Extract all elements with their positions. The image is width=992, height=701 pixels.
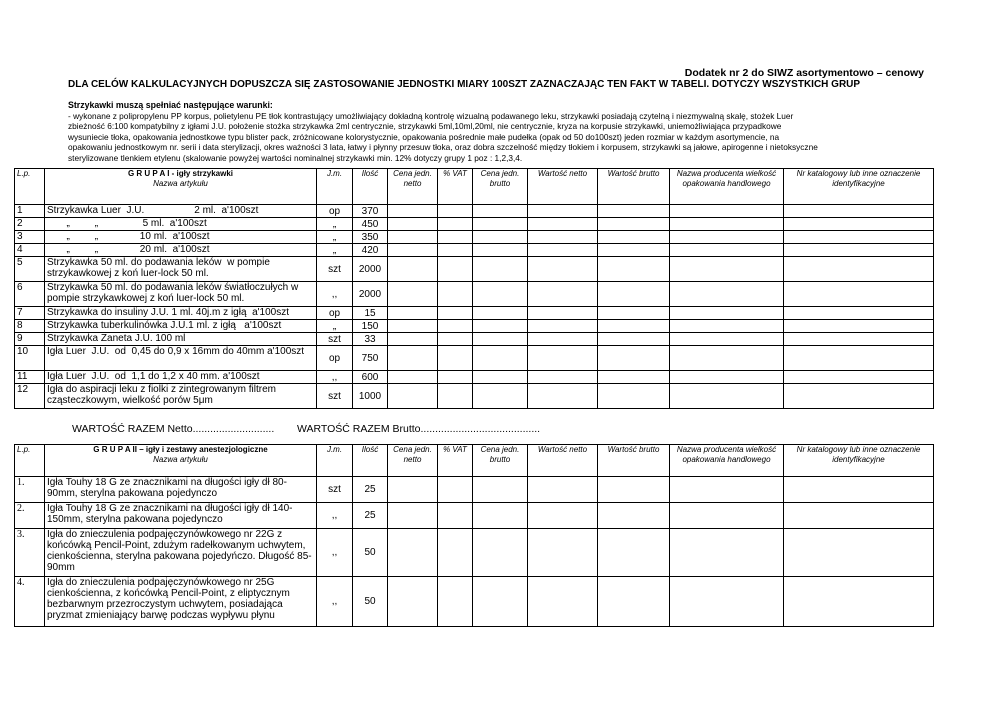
row-catalog[interactable] <box>784 371 934 384</box>
attachment-title: Dodatek nr 2 do SIWZ asortymentowo – cenowy <box>684 67 924 79</box>
row-name: Strzykawka Luer J.U. 2 ml. a'100szt <box>45 205 317 218</box>
row-producer[interactable] <box>670 577 784 627</box>
table-row <box>15 577 934 627</box>
row-unit-net[interactable] <box>388 231 438 244</box>
row-jm: ,, <box>317 577 353 627</box>
row-lp: 6 <box>15 282 45 307</box>
row-jm: szt <box>317 477 353 503</box>
row-name: Strzykawka 50 ml. do podawania leków w pompie strzykawkowej z koń luer-lock 50 ml. <box>45 257 317 282</box>
row-lp: 1 <box>15 205 45 218</box>
col-name-label: Nazwa artykułu <box>153 454 208 464</box>
row-producer[interactable] <box>670 257 784 282</box>
row-name: Igła do znieczulenia podpajęczynówkowego nr 25G cienkościenna, z końcówką Pencil-Point, z eliptycznym bezbarwnym przezroczystym uchwytem, posiadająca pryzmat zmieniający barwę podczas wypływu płynu <box>45 577 317 627</box>
row-catalog[interactable] <box>784 205 934 218</box>
row-vat[interactable] <box>438 320 473 333</box>
table-row <box>15 346 934 371</box>
row-catalog[interactable] <box>784 257 934 282</box>
row-val-gross[interactable] <box>598 257 670 282</box>
col-jm: J.m. <box>317 445 353 477</box>
row-lp: 2 <box>15 218 45 231</box>
row-jm: szt <box>317 384 353 409</box>
col-lp: L.p. <box>15 169 45 205</box>
row-jm: szt <box>317 257 353 282</box>
col-vat: % VAT <box>438 445 473 477</box>
row-qty: 2000 <box>353 257 388 282</box>
row-unit-net[interactable] <box>388 320 438 333</box>
row-val-gross[interactable] <box>598 307 670 320</box>
row-jm: op <box>317 307 353 320</box>
row-vat[interactable] <box>438 333 473 346</box>
col-catalog: Nr katalogowy lub inne oznaczenie identyfikacyjne <box>784 169 934 205</box>
row-unit-gross[interactable] <box>473 257 528 282</box>
row-vat[interactable] <box>438 384 473 409</box>
row-jm: op <box>317 346 353 371</box>
row-val-net[interactable] <box>528 231 598 244</box>
row-producer[interactable] <box>670 371 784 384</box>
row-name: Strzykawka 50 ml. do podawania leków światłoczułych w pompie strzykawkowej z koń luer-lock 50 ml. <box>45 282 317 307</box>
row-qty: 750 <box>353 346 388 371</box>
row-name: Igła Luer J.U. od 0,45 do 0,9 x 16mm do 40mm a'100szt <box>45 346 317 371</box>
row-vat[interactable] <box>438 205 473 218</box>
row-catalog[interactable] <box>784 529 934 577</box>
group1-table <box>14 168 934 409</box>
row-vat[interactable] <box>438 503 473 529</box>
table-row <box>15 282 934 307</box>
group2-header-row <box>15 445 934 477</box>
group1-title: G R U P A I - igły strzykawki <box>127 169 234 178</box>
col-name <box>45 169 317 205</box>
row-val-net[interactable] <box>528 371 598 384</box>
col-catalog: Nr katalogowy lub inne oznaczenie identyfikacyjne <box>784 445 934 477</box>
row-qty: 370 <box>353 205 388 218</box>
table-row <box>15 529 934 577</box>
table-row <box>15 333 934 346</box>
row-catalog[interactable] <box>784 218 934 231</box>
row-producer[interactable] <box>670 477 784 503</box>
row-unit-gross[interactable] <box>473 529 528 577</box>
row-name: Igła Touhy 18 G ze znacznikami na długości igły dł 140-150mm, sterylna pakowana pojedynczo <box>45 503 317 529</box>
row-unit-gross[interactable] <box>473 333 528 346</box>
row-val-gross[interactable] <box>598 218 670 231</box>
col-unit-net: Cena jedn. netto <box>388 445 438 477</box>
row-vat[interactable] <box>438 346 473 371</box>
row-val-gross[interactable] <box>598 577 670 627</box>
row-lp: 12 <box>15 384 45 409</box>
row-unit-net[interactable] <box>388 244 438 257</box>
row-name: Igła do znieczulenia podpajęczynówkowego nr 22G z końcówką Pencil-Point, zdużym radełkowanym uchwytem, cienkościenna, sterylna pakowana pojedyńczo. Długość 85-90mm <box>45 529 317 577</box>
table-row <box>15 503 934 529</box>
row-unit-gross[interactable] <box>473 346 528 371</box>
col-unit-net: Cena jedn. netto <box>388 169 438 205</box>
row-unit-net[interactable] <box>388 371 438 384</box>
table-row <box>15 320 934 333</box>
table-row <box>15 477 934 503</box>
row-qty: 33 <box>353 333 388 346</box>
row-catalog[interactable] <box>784 477 934 503</box>
row-qty: 15 <box>353 307 388 320</box>
row-jm: szt <box>317 333 353 346</box>
row-vat[interactable] <box>438 218 473 231</box>
row-val-net[interactable] <box>528 282 598 307</box>
row-unit-net[interactable] <box>388 477 438 503</box>
row-unit-net[interactable] <box>388 333 438 346</box>
row-unit-gross[interactable] <box>473 307 528 320</box>
row-vat[interactable] <box>438 307 473 320</box>
row-unit-gross[interactable] <box>473 231 528 244</box>
row-val-net[interactable] <box>528 503 598 529</box>
row-producer[interactable] <box>670 307 784 320</box>
col-producer: Nazwa producenta wielkość opakowania handlowego <box>670 169 784 205</box>
col-name <box>45 445 317 477</box>
row-producer[interactable] <box>670 333 784 346</box>
row-unit-net[interactable] <box>388 218 438 231</box>
calculation-note: DLA CELÓW KALKULACYJNYCH DOPUSZCZA SIĘ ZASTOSOWANIE JEDNOSTKI MIARY 100SZT ZAZNACZAJĄC TEN FAKT W TABELI. DOTYCZY WSZYSTKICH GRUP <box>68 79 861 90</box>
row-name: Strzykawka tuberkulinówka J.U.1 ml. z igłą a'100szt <box>45 320 317 333</box>
row-producer[interactable] <box>670 282 784 307</box>
row-name: Strzykawka Żaneta J.U. 100 ml <box>45 333 317 346</box>
conditions-line: sterylizowane tlenkiem etylenu (skalowanie powyżej wartości nominalnej strzykawki min. 12% dotyczy grupy 1 poz : 1,2,3,4. <box>68 152 523 163</box>
row-unit-net[interactable] <box>388 384 438 409</box>
row-val-gross[interactable] <box>598 477 670 503</box>
table-row <box>15 257 934 282</box>
col-producer: Nazwa producenta wielkość opakowania handlowego <box>670 445 784 477</box>
group1-header-row <box>15 169 934 205</box>
row-name: „ „ 20 ml. a'100szt <box>45 244 317 257</box>
row-unit-net[interactable] <box>388 577 438 627</box>
col-qty: Ilość <box>353 445 388 477</box>
row-qty: 450 <box>353 218 388 231</box>
col-val-net: Wartość netto <box>528 445 598 477</box>
row-val-gross[interactable] <box>598 333 670 346</box>
row-val-gross[interactable] <box>598 503 670 529</box>
row-unit-net[interactable] <box>388 282 438 307</box>
row-qty: 600 <box>353 371 388 384</box>
total-gross: WARTOŚĆ RAZEM Brutto......................................... <box>297 423 541 435</box>
row-unit-gross[interactable] <box>473 244 528 257</box>
row-unit-net[interactable] <box>388 529 438 577</box>
conditions-title: Strzykawki muszą spełniać następujące warunki: <box>68 100 273 110</box>
row-val-net[interactable] <box>528 205 598 218</box>
row-catalog[interactable] <box>784 307 934 320</box>
row-catalog[interactable] <box>784 282 934 307</box>
row-unit-gross[interactable] <box>473 577 528 627</box>
row-qty: 2000 <box>353 282 388 307</box>
row-producer[interactable] <box>670 231 784 244</box>
row-jm: ,, <box>317 503 353 529</box>
row-producer[interactable] <box>670 205 784 218</box>
row-unit-gross[interactable] <box>473 477 528 503</box>
row-qty: 50 <box>353 529 388 577</box>
col-val-gross: Wartość brutto <box>598 169 670 205</box>
row-unit-gross[interactable] <box>473 205 528 218</box>
row-val-gross[interactable] <box>598 346 670 371</box>
row-catalog[interactable] <box>784 320 934 333</box>
col-unit-gross: Cena jedn. brutto <box>473 169 528 205</box>
group2-title: G R U P A II – igły i zestawy anestezjologiczne <box>93 445 268 454</box>
row-unit-net[interactable] <box>388 346 438 371</box>
row-unit-gross[interactable] <box>473 282 528 307</box>
row-catalog[interactable] <box>784 577 934 627</box>
row-vat[interactable] <box>438 477 473 503</box>
row-val-gross[interactable] <box>598 231 670 244</box>
col-val-net: Wartość netto <box>528 169 598 205</box>
row-val-gross[interactable] <box>598 384 670 409</box>
col-val-gross: Wartość brutto <box>598 445 670 477</box>
row-name: Igła Luer J.U. od 1,1 do 1,2 x 40 mm. a'100szt <box>45 371 317 384</box>
row-qty: 150 <box>353 320 388 333</box>
row-val-net[interactable] <box>528 477 598 503</box>
row-catalog[interactable] <box>784 384 934 409</box>
col-name-label: Nazwa artykułu <box>153 178 208 188</box>
table-row <box>15 244 934 257</box>
conditions-line: zbieżność 6:100 kompatybilny z igłami J.U. położenie stożka strzykawka 2ml centrycznie, strzykawki 5ml,10ml,20ml, nie centrycznie, kryza na korpusie strzykawki, uniemożliwiająca przypadkowe <box>68 121 782 132</box>
table-row <box>15 231 934 244</box>
row-unit-gross[interactable] <box>473 371 528 384</box>
row-val-net[interactable] <box>528 307 598 320</box>
col-vat: % VAT <box>438 169 473 205</box>
row-lp: 4 <box>15 244 45 257</box>
conditions-line: - wykonane z polipropylenu PP korpus, polietylenu PE tłok kontrastujący umożliwiający dokładną kontrolę wizualną podawanego leku, strzykawki posiadają czytelną i niezmywalną skalę, stożek Luer <box>68 110 794 121</box>
col-jm: J.m. <box>317 169 353 205</box>
col-unit-gross: Cena jedn. brutto <box>473 445 528 477</box>
row-producer[interactable] <box>670 384 784 409</box>
conditions-block <box>68 100 928 164</box>
total-net: WARTOŚĆ RAZEM Netto............................ <box>72 423 275 435</box>
row-val-net[interactable] <box>528 384 598 409</box>
row-val-net[interactable] <box>528 529 598 577</box>
row-qty: 1000 <box>353 384 388 409</box>
row-val-net[interactable] <box>528 577 598 627</box>
row-val-net[interactable] <box>528 320 598 333</box>
row-vat[interactable] <box>438 282 473 307</box>
row-vat[interactable] <box>438 244 473 257</box>
row-lp: 10 <box>15 346 45 371</box>
row-catalog[interactable] <box>784 333 934 346</box>
row-val-gross[interactable] <box>598 205 670 218</box>
table-row <box>15 371 934 384</box>
row-lp: 2. <box>15 503 45 529</box>
row-unit-net[interactable] <box>388 503 438 529</box>
row-val-net[interactable] <box>528 218 598 231</box>
row-producer[interactable] <box>670 503 784 529</box>
row-vat[interactable] <box>438 529 473 577</box>
row-val-gross[interactable] <box>598 529 670 577</box>
row-lp: 4. <box>15 577 45 627</box>
row-jm: „ <box>317 244 353 257</box>
row-val-gross[interactable] <box>598 371 670 384</box>
table-row <box>15 384 934 409</box>
row-unit-gross[interactable] <box>473 384 528 409</box>
row-lp: 5 <box>15 257 45 282</box>
row-jm: „ <box>317 218 353 231</box>
row-name: „ „ 10 ml. a'100szt <box>45 231 317 244</box>
row-producer[interactable] <box>670 244 784 257</box>
row-vat[interactable] <box>438 577 473 627</box>
row-lp: 3 <box>15 231 45 244</box>
row-lp: 11 <box>15 371 45 384</box>
row-jm: „ <box>317 231 353 244</box>
row-catalog[interactable] <box>784 503 934 529</box>
row-vat[interactable] <box>438 257 473 282</box>
row-qty: 50 <box>353 577 388 627</box>
row-lp: 1. <box>15 477 45 503</box>
row-qty: 350 <box>353 231 388 244</box>
row-jm: „ <box>317 320 353 333</box>
row-lp: 7 <box>15 307 45 320</box>
row-unit-gross[interactable] <box>473 503 528 529</box>
row-lp: 3. <box>15 529 45 577</box>
row-vat[interactable] <box>438 371 473 384</box>
row-catalog[interactable] <box>784 346 934 371</box>
table-row <box>15 307 934 320</box>
row-val-gross[interactable] <box>598 282 670 307</box>
row-val-net[interactable] <box>528 346 598 371</box>
row-qty: 25 <box>353 477 388 503</box>
row-name: Igła do aspiracji leku z fiolki z zintegrowanym filtrem cząsteczkowym, wielkość porów 5μm <box>45 384 317 409</box>
table-row <box>15 205 934 218</box>
row-producer[interactable] <box>670 218 784 231</box>
row-unit-net[interactable] <box>388 205 438 218</box>
row-producer[interactable] <box>670 320 784 333</box>
row-catalog[interactable] <box>784 244 934 257</box>
row-val-net[interactable] <box>528 244 598 257</box>
row-unit-net[interactable] <box>388 257 438 282</box>
conditions-line: opakowaniu jednostkowym nr. serii i data sterylizacji, okres ważności 3 lata, łatwy i płynny przesuw tłoka, oraz dobra szczelność między tłokiem i korpusem, strzykawki są jałowe, apirogenne i nietoksyczne <box>68 142 818 153</box>
row-producer[interactable] <box>670 346 784 371</box>
table-row <box>15 218 934 231</box>
row-name: Igła Touhy 18 G ze znacznikami na długości igły dł 80-90mm, sterylna pakowana pojedynczo <box>45 477 317 503</box>
row-qty: 25 <box>353 503 388 529</box>
row-name: „ „ 5 ml. a'100szt <box>45 218 317 231</box>
row-jm: ,, <box>317 529 353 577</box>
row-lp: 8 <box>15 320 45 333</box>
row-vat[interactable] <box>438 231 473 244</box>
row-name: Strzykawka do insuliny J.U. 1 ml. 40j.m z igłą a'100szt <box>45 307 317 320</box>
row-producer[interactable] <box>670 529 784 577</box>
row-unit-gross[interactable] <box>473 218 528 231</box>
row-lp: 9 <box>15 333 45 346</box>
row-unit-gross[interactable] <box>473 320 528 333</box>
row-val-gross[interactable] <box>598 244 670 257</box>
row-qty: 420 <box>353 244 388 257</box>
group2-table <box>14 444 934 627</box>
row-catalog[interactable] <box>784 231 934 244</box>
row-val-net[interactable] <box>528 333 598 346</box>
row-jm: op <box>317 205 353 218</box>
row-val-gross[interactable] <box>598 320 670 333</box>
row-unit-net[interactable] <box>388 307 438 320</box>
conditions-line: wysuniecie tłoka, opakowania jednostkowe typu blister pack, zróżnicowane kolorystycznie, opakowania pośrednie małe pudełka (opak od 50 do100szt) jeden rozmiar w każdym asortymencie, na <box>68 131 780 142</box>
col-lp: L.p. <box>15 445 45 477</box>
row-jm: ,, <box>317 282 353 307</box>
row-jm: ,, <box>317 371 353 384</box>
row-val-net[interactable] <box>528 257 598 282</box>
col-qty: Ilość <box>353 169 388 205</box>
